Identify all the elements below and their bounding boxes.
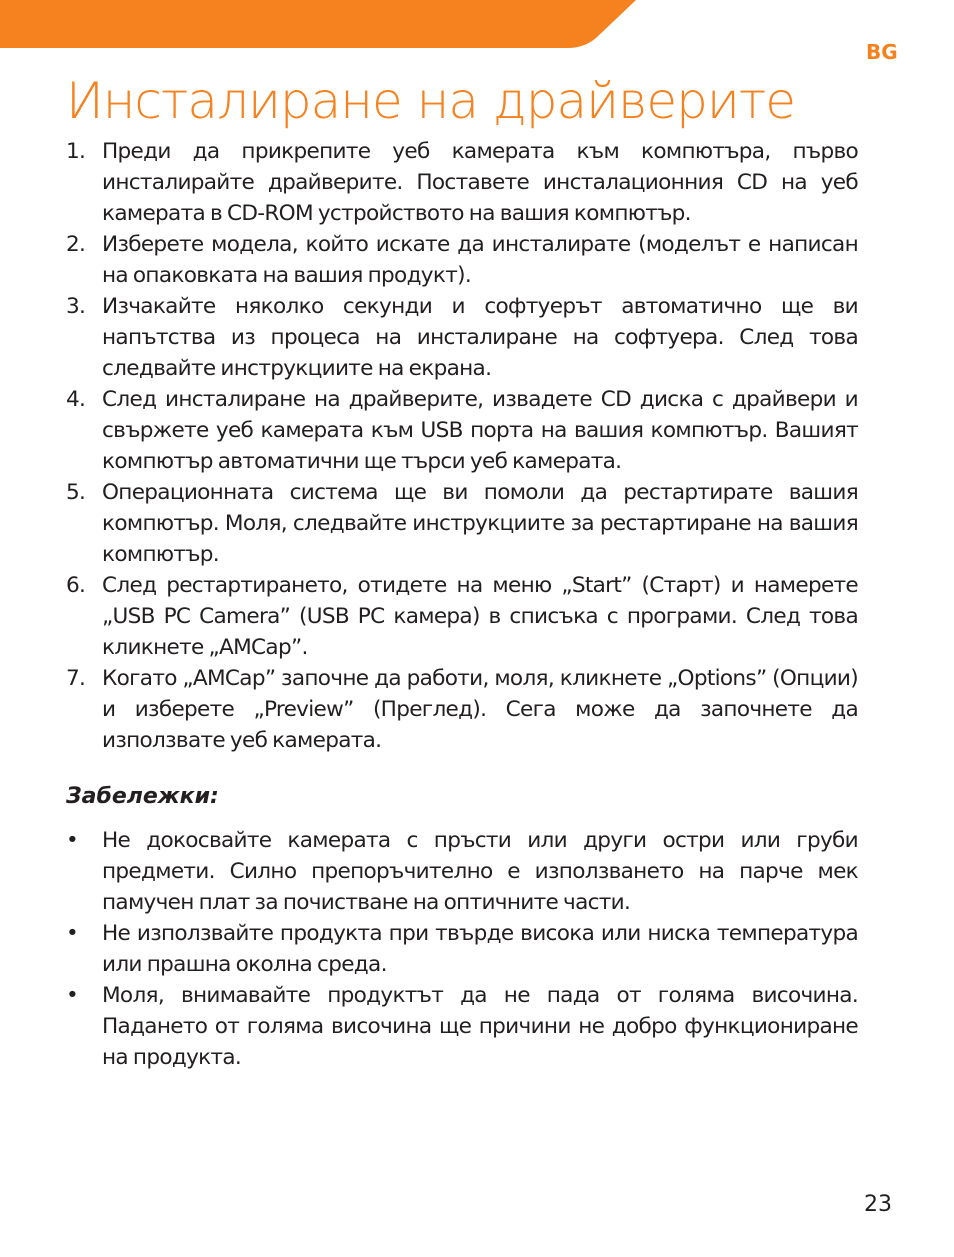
step-text: Изчакайте няколко секунди и софтуерът автоматично ще ви напътства из процеса на инсталиране на софтуера. След това следвайте инструкциите на екрана. (102, 294, 858, 381)
note-item (66, 825, 858, 918)
step-number: 6. (66, 573, 86, 598)
step-number: 2. (66, 232, 86, 257)
note-text: Не използвайте продукта при твърде висока или ниска температура или прашна околна среда. (102, 921, 858, 977)
bullet-icon: • (66, 921, 79, 946)
page-number: 23 (864, 1192, 892, 1217)
step-number: 5. (66, 480, 86, 505)
bullet-icon: • (66, 828, 79, 853)
notes-heading: Забележки: (66, 784, 219, 809)
step-item (66, 663, 858, 756)
step-item (66, 570, 858, 663)
step-text: Операционната система ще ви помоли да рестартирате вашия компютър. Моля, следвайте инструкциите за рестартиране на вашия компютър. (102, 480, 858, 567)
step-item (66, 477, 858, 570)
step-number: 3. (66, 294, 86, 319)
step-item (66, 291, 858, 384)
step-number: 4. (66, 387, 86, 412)
note-text: Не докосвайте камерата с пръсти или други остри или груби предмети. Силно препоръчително е използването на парче мек памучен плат за почистване на оптичните части. (102, 828, 858, 915)
step-text: Изберете модела, който искате да инсталирате (моделът е написан на опаковката на вашия продукт). (102, 232, 858, 288)
bullet-icon: • (66, 983, 79, 1008)
note-item (66, 918, 858, 980)
note-text: Моля, внимавайте продуктът да не пада от голяма височина. Падането от голяма височина ще причини не добро функциониране на продукта. (102, 983, 858, 1070)
step-text: Когато „AMCap” започне да работи, моля, кликнете „Options” (Опции) и изберете „Preview” (Преглед). Сега може да започнете да използвате уеб камерата. (102, 666, 858, 753)
top-orange-banner (0, 0, 954, 50)
step-item (66, 136, 858, 229)
step-text: Преди да прикрепите уеб камерата към компютъра, първо инсталирайте драйверите. Поставете инсталационния CD на уеб камерата в CD-ROM устройството на вашия компютър. (102, 139, 858, 226)
banner-shape (0, 0, 636, 48)
step-number: 1. (66, 139, 86, 164)
step-item (66, 229, 858, 291)
page-title: Инсталиране на драйверите (66, 72, 795, 130)
language-badge: BG (866, 40, 898, 64)
step-text: След рестартирането, отидете на меню „Start” (Старт) и намерете „USB PC Camera” (USB PC камера) в списъка с програми. След това кликнете „AMCap”. (102, 573, 858, 660)
step-text: След инсталиране на драйверите, извадете CD диска с драйвери и свържете уеб камерата към USB порта на вашия компютър. Вашият компютър автоматични ще търси уеб камерата. (102, 387, 858, 474)
step-number: 7. (66, 666, 86, 691)
notes-list (66, 825, 858, 1073)
installation-steps-list (66, 136, 858, 756)
note-item (66, 980, 858, 1073)
step-item (66, 384, 858, 477)
